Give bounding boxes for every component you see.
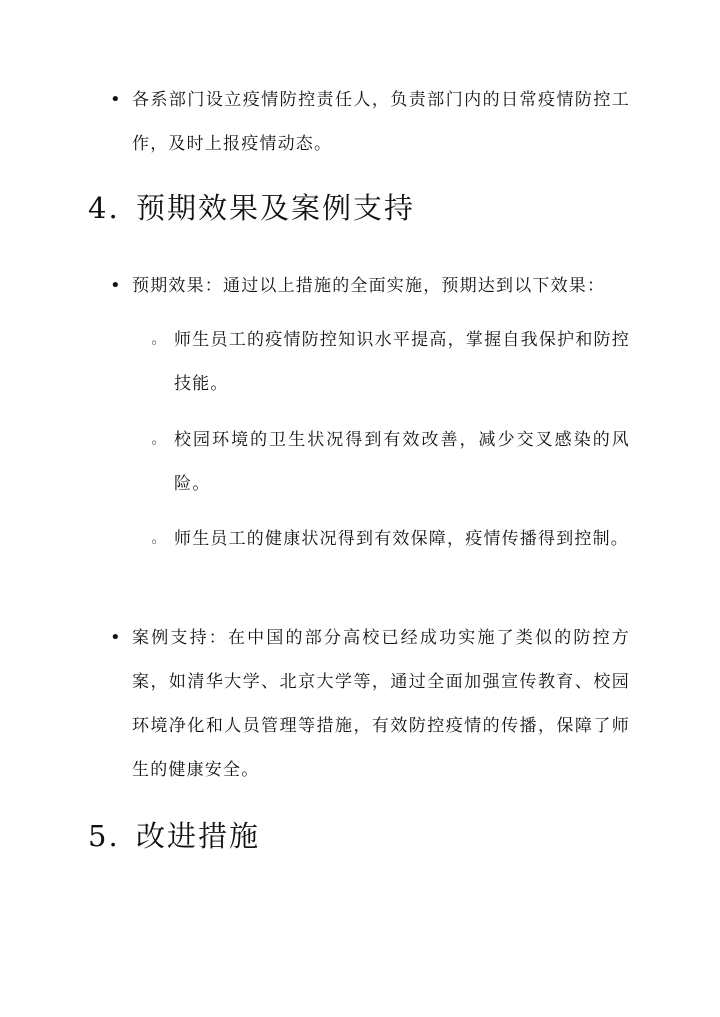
paragraph-text: 师生员工的疫情防控知识水平提高，掌握自我保护和防控技能。 — [174, 330, 630, 394]
section-heading — [88, 188, 415, 228]
list-item — [110, 78, 630, 166]
section-title: 预期效果及案例支持 — [136, 191, 416, 225]
section-number: 5. — [88, 819, 120, 853]
list-item — [110, 264, 630, 308]
sub-bullet-icon: ◦ — [150, 436, 159, 452]
paragraph-text: 案例支持：在中国的部分高校已经成功实施了类似的防控方案，如清华大学、北京大学等，通过全面加强宣传教育、校园环境净化和人员管理等措施，有效防控疫情的传播，保障了师生的健康安全。 — [132, 628, 630, 780]
bullet-icon: • — [110, 627, 121, 648]
section-title: 改进措施 — [136, 819, 261, 853]
list-item — [110, 616, 630, 792]
section-number: 4. — [88, 191, 120, 225]
sub-bullet-icon: ◦ — [150, 336, 159, 352]
paragraph-text: 预期效果：通过以上措施的全面实施，预期达到以下效果： — [132, 276, 606, 296]
paragraph-text: 校园环境的卫生状况得到有效改善，减少交叉感染的风险。 — [174, 430, 630, 494]
sub-bullet-icon: ◦ — [150, 535, 159, 551]
section-heading — [88, 816, 260, 856]
paragraph-text: 师生员工的健康状况得到有效保障，疫情传播得到控制。 — [174, 529, 629, 549]
sub-list-item — [150, 418, 630, 506]
bullet-icon: • — [110, 89, 121, 110]
bullet-icon: • — [110, 275, 121, 296]
paragraph-text: 各系部门设立疫情防控责任人，负责部门内的日常疫情防控工作，及时上报疫情动态。 — [132, 90, 630, 154]
sub-list-item — [150, 517, 630, 561]
sub-list-item — [150, 318, 630, 406]
